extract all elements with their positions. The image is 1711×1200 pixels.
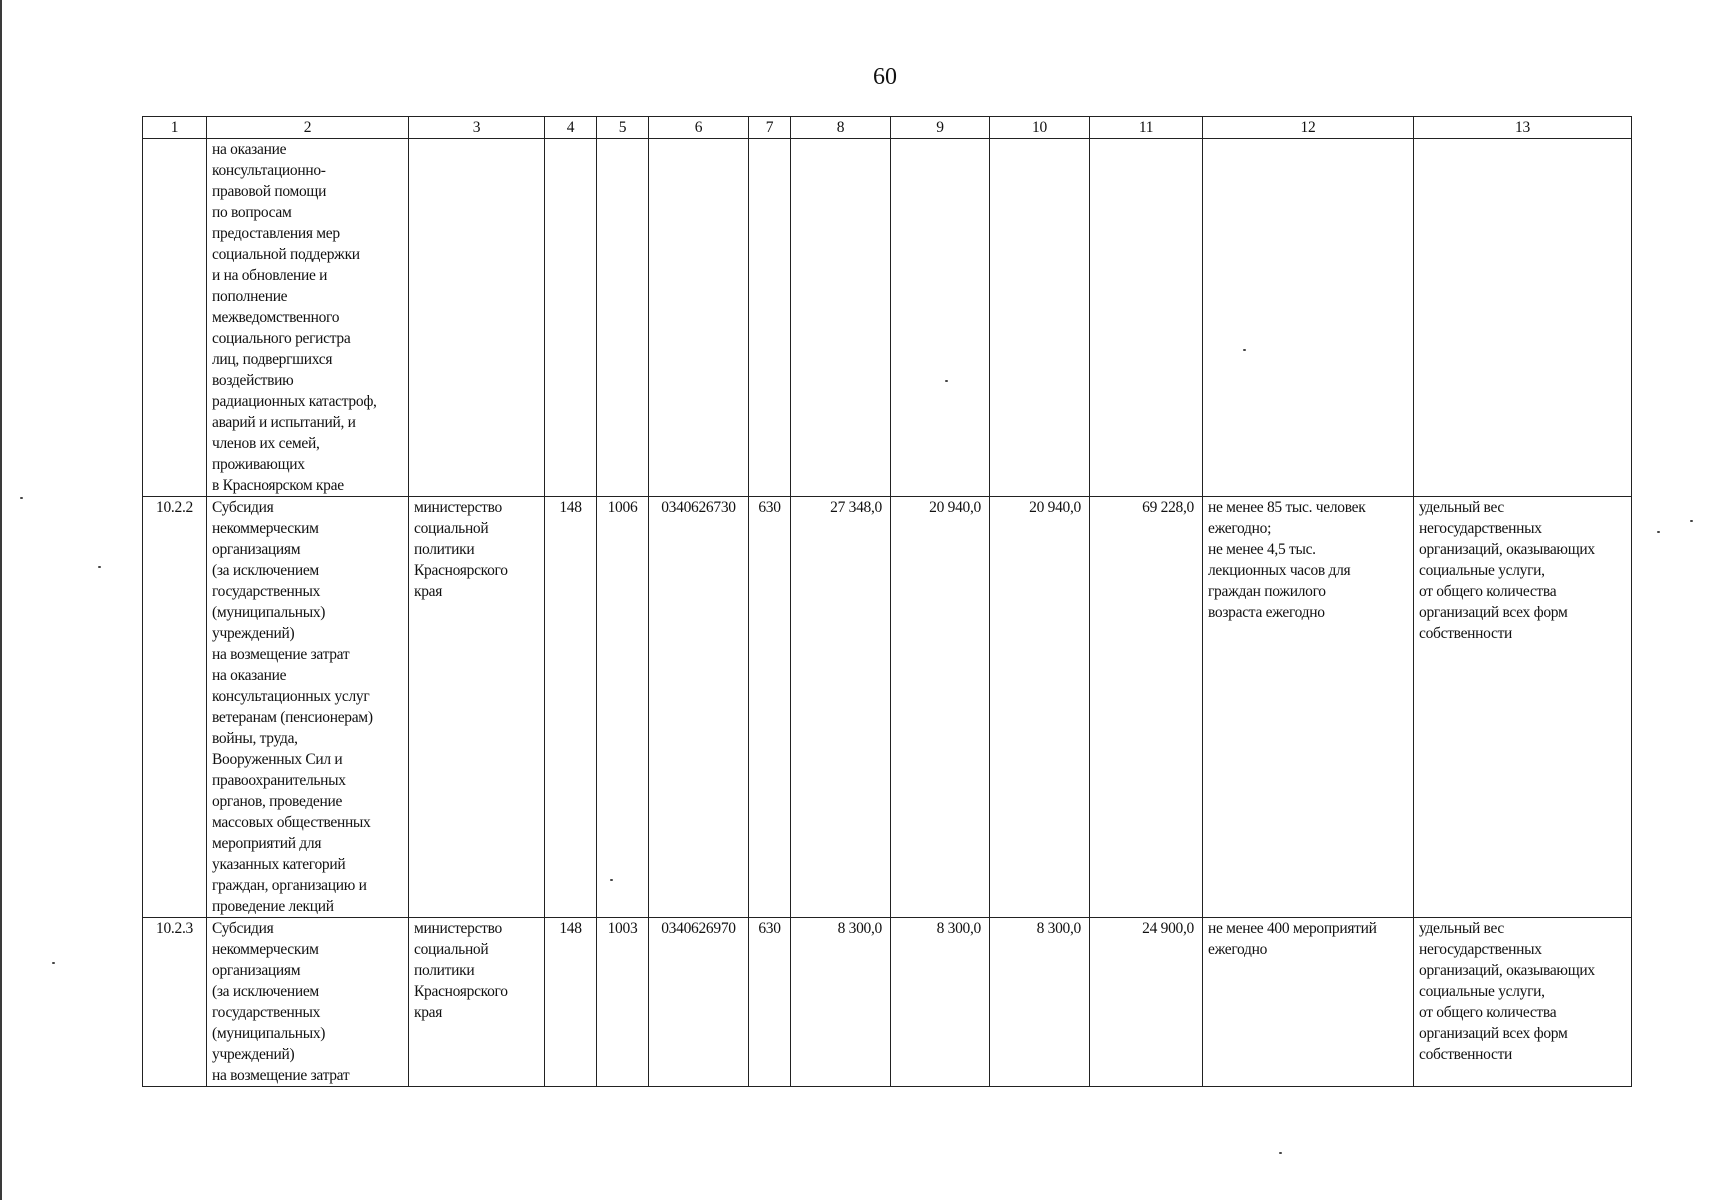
cell-c6: 0340626730 (649, 497, 749, 918)
cell-c8: 8 300,0 (791, 918, 891, 1087)
cell-number: 10.2.2 (143, 497, 207, 918)
cell-c6: 0340626970 (649, 918, 749, 1087)
cell-c5: 1003 (597, 918, 649, 1087)
column-header-3: 3 (409, 117, 545, 139)
cell-c10: 20 940,0 (990, 497, 1090, 918)
scan-speck (98, 566, 101, 568)
column-header-2: 2 (207, 117, 409, 139)
cell-number: 10.2.3 (143, 918, 207, 1087)
column-header-11: 11 (1090, 117, 1203, 139)
cell-description: Субсидия некоммерческим организациям (за исключением государственных (муниципальных) учреждений) на возмещение затрат (207, 918, 409, 1087)
cell-result (1203, 139, 1414, 497)
table-row-10-2-3 (143, 918, 1632, 1087)
cell-description: на оказание консультационно- правовой помощи по вопросам предоставления мер социальной поддержки и на обновление и пополнение межведомственного социального регистра лиц, подвергшихся воздействию радиационных катастроф, аварий и испытаний, и членов их семей, проживающих в Красноярском крае (207, 139, 409, 497)
cell-c8 (791, 139, 891, 497)
cell-c5 (597, 139, 649, 497)
cell-c5: 1006 (597, 497, 649, 918)
column-header-4: 4 (545, 117, 597, 139)
cell-c4 (545, 139, 597, 497)
cell-executor (409, 139, 545, 497)
program-activities-table (142, 116, 1632, 1087)
cell-description: Субсидия некоммерческим организациям (за исключением государственных (муниципальных) учреждений) на возмещение затрат на оказание консультационных услуг ветеранам (пенсионерам) войны, труда, Вооруженных Сил и правоохранительных органов, проведение массовых общественных мероприятий для указанных категорий граждан, организацию и проведение лекций (207, 497, 409, 918)
column-header-10: 10 (990, 117, 1090, 139)
cell-executor: министерство социальной политики Красноярского края (409, 918, 545, 1087)
scan-speck (1690, 520, 1693, 522)
table-row-10-2-2 (143, 497, 1632, 918)
scan-speck (945, 380, 948, 382)
cell-indicator: удельный вес негосударственных организаций, оказывающих социальные услуги, от общего количества организаций всех форм собственности (1414, 918, 1632, 1087)
cell-c8: 27 348,0 (791, 497, 891, 918)
cell-c7: 630 (749, 918, 791, 1087)
cell-c6 (649, 139, 749, 497)
cell-c10: 8 300,0 (990, 918, 1090, 1087)
cell-indicator (1414, 139, 1632, 497)
column-header-7: 7 (749, 117, 791, 139)
column-header-12: 12 (1203, 117, 1414, 139)
cell-number (143, 139, 207, 497)
header-row (143, 117, 1632, 139)
cell-c11: 24 900,0 (1090, 918, 1203, 1087)
cell-c4: 148 (545, 497, 597, 918)
cell-c9: 8 300,0 (891, 918, 990, 1087)
cell-executor: министерство социальной политики Красноярского края (409, 497, 545, 918)
page-number: 60 (873, 64, 897, 90)
scan-speck (1657, 531, 1660, 533)
cell-c9 (891, 139, 990, 497)
scan-speck (610, 879, 613, 881)
column-header-1: 1 (143, 117, 207, 139)
cell-c11: 69 228,0 (1090, 497, 1203, 918)
cell-c7 (749, 139, 791, 497)
column-header-13: 13 (1414, 117, 1632, 139)
cell-c4: 148 (545, 918, 597, 1087)
cell-c10 (990, 139, 1090, 497)
table-row-continuation (143, 139, 1632, 497)
cell-result: не менее 85 тыс. человек ежегодно; не менее 4,5 тыс. лекционных часов для граждан пожилого возраста ежегодно (1203, 497, 1414, 918)
column-header-6: 6 (649, 117, 749, 139)
scan-speck (20, 497, 23, 499)
cell-c7: 630 (749, 497, 791, 918)
cell-indicator: удельный вес негосударственных организаций, оказывающих социальные услуги, от общего количества организаций всех форм собственности (1414, 497, 1632, 918)
cell-c11 (1090, 139, 1203, 497)
column-header-8: 8 (791, 117, 891, 139)
cell-c9: 20 940,0 (891, 497, 990, 918)
scan-speck (1279, 1152, 1282, 1154)
column-header-5: 5 (597, 117, 649, 139)
scan-speck (52, 962, 55, 964)
scan-left-edge (0, 0, 2, 1200)
scan-speck (1243, 349, 1246, 351)
cell-result: не менее 400 мероприятий ежегодно (1203, 918, 1414, 1087)
column-header-9: 9 (891, 117, 990, 139)
